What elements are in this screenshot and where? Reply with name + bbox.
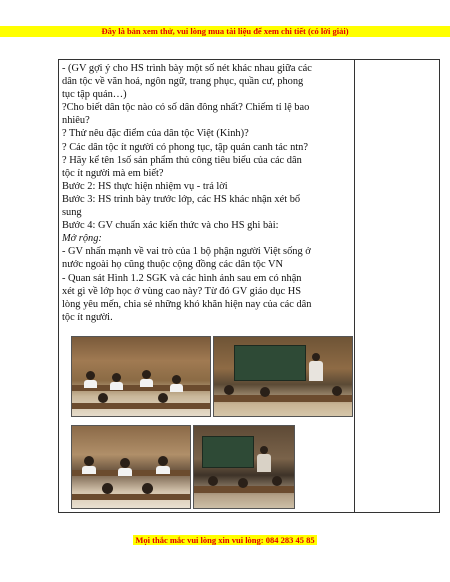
text-line: - GV nhấn mạnh về vai trò của 1 bộ phận người Việt sống ở [62,246,311,258]
column-divider [354,60,355,512]
text-line: ?Cho biết dân tộc nào có số dân đông nhất? Chiếm tỉ lệ bao [62,102,310,114]
student [208,476,218,486]
student [142,483,153,494]
text-line: - Quan sát Hình 1.2 SGK và các hình ảnh sau em có nhận [62,272,302,284]
classroom-photo-2 [213,336,353,417]
text-line: tộc ít người mà em biết? [62,167,164,179]
classroom-photos [71,336,353,509]
student [84,456,94,466]
text-line: sung [62,207,82,219]
text-line: Mở rộng: [62,233,102,245]
classroom-photo-3 [71,425,191,509]
desk [72,403,211,409]
student [224,385,234,395]
student [98,393,108,403]
student [158,456,168,466]
text-line: lòng yêu mến, chia sẻ những khó khăn hiện nay của các dân [62,298,312,310]
student-shirt [84,380,97,388]
text-line: dân tộc về văn hoá, ngôn ngữ, trang phục, quần cư, phong [62,76,304,88]
teacher [312,353,320,361]
text-line: tộc ít người. [62,311,113,323]
student-shirt [170,384,183,392]
text-line: nhiêu? [62,115,90,127]
student-shirt [82,466,96,474]
student-shirt [156,466,170,474]
chalkboard [234,345,306,381]
preview-banner: Đây là bản xem thử, vui lòng mua tài liệu để xem chi tiết (có lời giải) [0,26,450,37]
student [238,478,248,488]
text-line: Bước 3: HS trình bày trước lớp, các HS khác nhận xét bổ [62,193,301,205]
student [86,371,95,380]
teacher-shirt [309,361,323,381]
desk [72,494,191,500]
teacher [260,446,268,454]
teacher-shirt [257,454,271,472]
student [112,373,121,382]
text-line: ? Thử nêu đặc điểm của dân tộc Việt (Kinh)? [62,128,249,140]
student [172,375,181,384]
lesson-content [62,62,352,324]
text-line: tục tập quán…) [62,89,127,101]
desk [214,395,353,402]
lesson-table [58,59,440,513]
classroom-photo-1 [71,336,211,417]
text-line: - (GV gợi ý cho HS trình bày một số nét khác nhau giữa các [62,63,312,74]
student [120,458,130,468]
text-line: ? Các dân tộc ít người có phong tục, tập quán canh tác ntn? [62,141,308,153]
chalkboard [202,436,254,468]
student-shirt [140,379,153,387]
student [272,476,282,486]
student [260,387,270,397]
student-shirt [110,382,123,390]
text-line: Bước 2: HS thực hiện nhiệm vụ - trả lời [62,180,228,192]
student-shirt [118,468,132,476]
text-line: ? Hãy kể tên 1số sản phẩm thủ công tiêu biểu của các dân [62,154,302,166]
text-line: xét gì về lớp học ở vùng cao này? Từ đó GV giáo dục HS [62,285,302,297]
student [142,370,151,379]
contact-banner: Mọi thắc mắc vui lòng xin vui lòng: 084 283 45 85 [135,535,315,545]
student [332,386,342,396]
student [102,483,113,494]
student [158,393,168,403]
text-line: Bước 4: GV chuẩn xác kiến thức và cho HS ghi bài: [62,220,279,232]
text-line: nước ngoài họ cũng thuộc cộng đồng các dân tộc VN [62,259,283,271]
classroom-photo-4 [193,425,295,509]
